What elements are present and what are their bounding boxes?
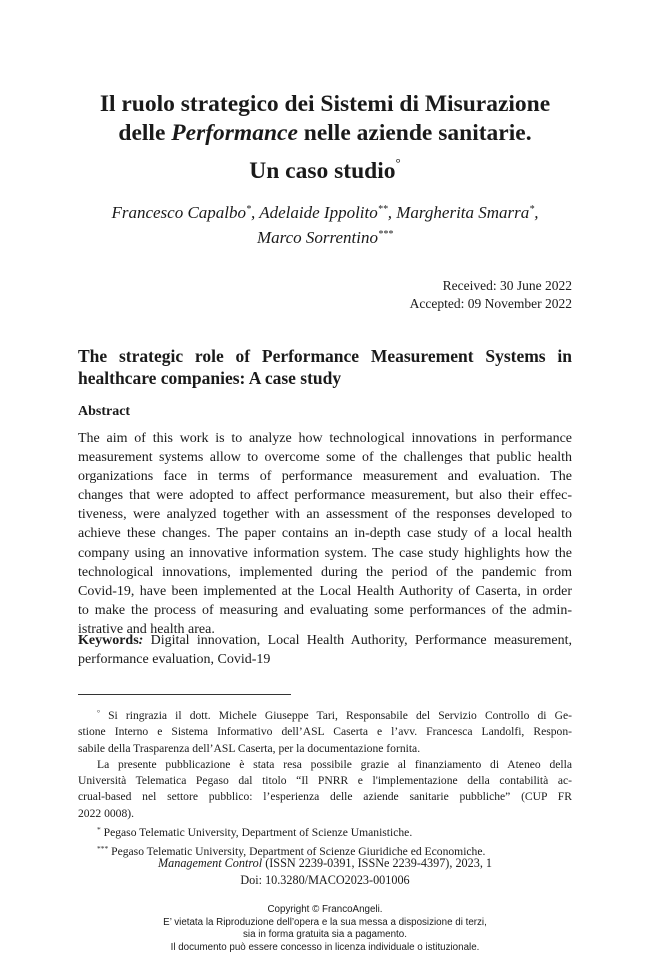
copyright-notice: [0, 904, 650, 954]
affiliation-1: * Pegaso Telematic University, Department of Scienze Umanistiche.: [97, 825, 413, 840]
footnote-mark: *: [97, 825, 101, 835]
received-date: Received: 30 June 2022: [442, 278, 572, 293]
abstract-body: [78, 429, 572, 639]
copyright-line: E’ vietata la Riproduzione dell’opera e la sua messa a disposizione di terzi,: [163, 916, 487, 928]
footnote-line: 2022 0008).: [78, 806, 135, 820]
author-list: [40, 199, 610, 249]
copyright-line: sia in forma gratuita sia a pagamento.: [243, 929, 407, 940]
copyright-line: Il documento può essere concesso in licenza individuale o istituzionale.: [170, 941, 480, 953]
abstract-line: tiveness, were analyzed together with an assessment of the responses developed to: [78, 507, 572, 523]
journal-citation: Management Control (ISSN 2239-0391, ISSNe 2239-4397), 2023, 1: [157, 856, 493, 870]
english-title: [78, 345, 572, 389]
footnote-mark: °: [97, 708, 100, 717]
title-line-3: Un caso studio°: [249, 155, 401, 184]
author-name: Francesco Capalbo: [111, 203, 247, 222]
abstract-line: Covid-19, have been implemented at the Local Health Authority of Caserta, in order: [78, 583, 572, 599]
abstract-line: technological innovations, implemented during the period of the pandemic from: [78, 564, 572, 580]
title-line-1: Il ruolo strategico dei Sistemi di Misurazione: [99, 91, 551, 117]
title-line-2: delle Performance nelle aziende sanitarie.: [118, 120, 532, 146]
english-title-line-2: healthcare companies: A case study: [78, 368, 342, 388]
footnote-line: ° Si ringrazia il dott. Michele Giuseppe Tari, Responsabile del Servizio Controllo di Ge-: [97, 708, 572, 722]
journal-info: [0, 855, 650, 888]
keywords-label: Keywords:: [78, 633, 144, 648]
footnotes: [78, 705, 572, 861]
title-emphasis: Performance: [171, 120, 298, 146]
english-title-line-1: The strategic role of Performance Measurement Systems in: [78, 346, 572, 366]
footnote-mark: ***: [97, 844, 109, 854]
abstract-line: The aim of this work is to analyze how technological innovations in performance: [78, 431, 572, 446]
footnote-line: sabile della Trasparenza dell’ASL Caserta, per la documentazione fornita.: [78, 741, 421, 755]
abstract-line: measurement systems allow to overcome some of the challenges that public health: [78, 450, 572, 466]
footnote-line: stione Interno e Sistema Informativo dell’ASL Caserta e l’avv. Francesca Landolfi, Respon-: [78, 725, 572, 739]
keywords-line-2: performance evaluation, Covid-19: [78, 652, 271, 668]
footnote-divider: [78, 694, 291, 695]
abstract-heading: Abstract: [78, 404, 131, 419]
accepted-date: Accepted: 09 November 2022: [409, 296, 572, 311]
abstract-line: to make the process of measuring and evaluating some performances of the admin-: [78, 602, 572, 618]
footnote-line: crual-based nel settore pubblico: l’esperienza delle aziende sanitarie pubbliche” (CUP FR: [78, 790, 572, 804]
journal-doi: Doi: 10.3280/MACO2023-001006: [240, 872, 410, 887]
abstract-line: changes that were adopted to affect performance measurement, but also their effec-: [78, 488, 572, 504]
author-mark: **: [377, 204, 388, 215]
affiliation-2: *** Pegaso Telematic University, Department of Scienze Giuridiche ed Economiche.: [97, 844, 486, 859]
abstract-line: achieve these changes. The paper contains an in-depth case study of a local health: [78, 526, 572, 542]
authors-line-1: Francesco Capalbo*, Adelaide Ippolito**, Margherita Smarra*,: [111, 203, 539, 222]
author-mark: *: [246, 204, 252, 215]
keywords: [78, 631, 572, 669]
copyright-line: Copyright © FrancoAngeli.: [267, 904, 383, 915]
abstract-line: istrative and health area.: [78, 621, 215, 637]
submission-dates: [272, 277, 572, 313]
author-name: Marco Sorrentino: [256, 228, 379, 247]
author-name: Adelaide Ippolito: [259, 203, 378, 222]
authors-line-2: [40, 224, 610, 249]
author-mark: *: [529, 204, 535, 215]
journal-name: Management Control: [157, 856, 263, 870]
author-mark: ***: [378, 229, 394, 240]
author-name: Margherita Smarra: [396, 203, 530, 222]
footnote-line: Università Telematica Pegaso dal titolo “Il PNRR e l'implementazione della contabilità ac-: [78, 774, 572, 788]
footnote-line: La presente pubblicazione è stata resa possibile grazie al finanziamento di Ateneo della: [97, 757, 572, 771]
paper-title: [40, 90, 610, 186]
abstract-line: organizations face in terms of performance measurement and evaluation. The: [78, 469, 572, 485]
abstract-line: company using an innovative information system. The case study highlights how the: [78, 545, 572, 561]
keywords-line-1: Keywords: Digital innovation, Local Health Authority, Performance measurement,: [78, 633, 572, 648]
title-footnote-mark: °: [395, 155, 401, 170]
